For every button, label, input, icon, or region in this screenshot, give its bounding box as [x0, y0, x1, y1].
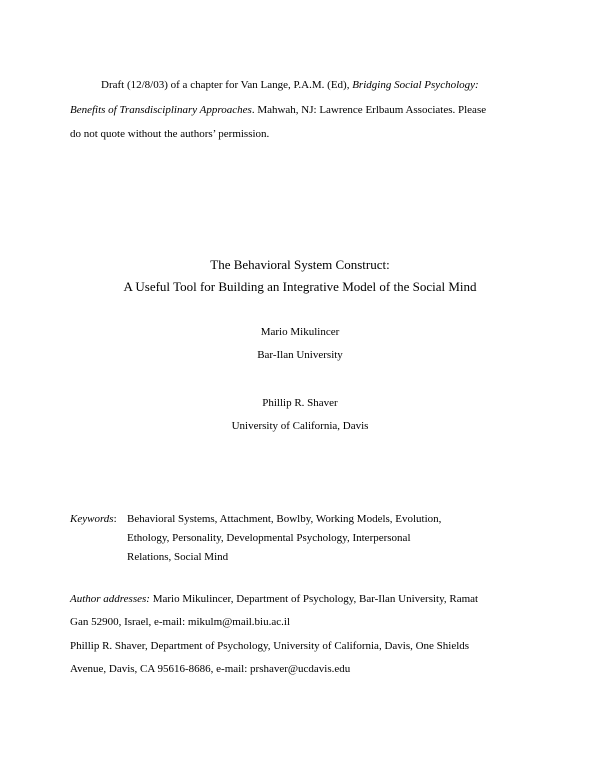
addresses-line-4: Avenue, Davis, CA 95616-8686, e-mail: prshaver@ucdavis.edu — [70, 663, 351, 675]
draft-note-publisher: . Mahwah, NJ: Lawrence Erlbaum Associates. Please — [251, 104, 487, 116]
keywords-text-line-2: Ethology, Personality, Developmental Psychology, Interpersonal — [127, 532, 411, 544]
paper-title-line-1: The Behavioral System Construct: — [210, 257, 390, 272]
book-title-part-1: Bridging Social Psychology: — [352, 79, 479, 91]
draft-note-line-1 — [101, 78, 479, 92]
draft-note-line-2 — [70, 103, 486, 117]
keywords-text-line-1: Behavioral Systems, Attachment, Bowlby, Working Models, Evolution, — [127, 513, 442, 525]
addresses-label: Author addresses: — [70, 593, 150, 605]
paper-title-line-2: A Useful Tool for Building an Integrative Model of the Social Mind — [123, 279, 477, 294]
author-affiliation: Bar-Ilan University — [257, 349, 343, 361]
keywords-line-1 — [70, 512, 117, 526]
draft-note-prefix: Draft (12/8/03) of a chapter for Van Lange, P.A.M. (Ed), — [101, 79, 353, 91]
addresses-line-2: Gan 52900, Israel, e-mail: mikulm@mail.biu.ac.il — [70, 616, 290, 628]
keywords-label: Keywords — [70, 513, 114, 525]
keywords-text-line-3: Relations, Social Mind — [127, 551, 229, 563]
address-mikulincer-part-1: Mario Mikulincer, Department of Psychology, Bar-Ilan University, Ramat — [149, 593, 479, 605]
draft-note-line-3: do not quote without the authors’ permission. — [70, 128, 270, 140]
author-affiliation: University of California, Davis — [231, 420, 369, 432]
book-title-part-2: Benefits of Transdisciplinary Approaches — [70, 104, 252, 116]
author-name: Mario Mikulincer — [260, 326, 340, 338]
author-name: Phillip R. Shaver — [262, 397, 338, 409]
addresses-line-1 — [70, 592, 478, 606]
keywords-colon: : — [113, 513, 117, 525]
addresses-line-3: Phillip R. Shaver, Department of Psychology, University of California, Davis, One Shields — [70, 640, 470, 652]
